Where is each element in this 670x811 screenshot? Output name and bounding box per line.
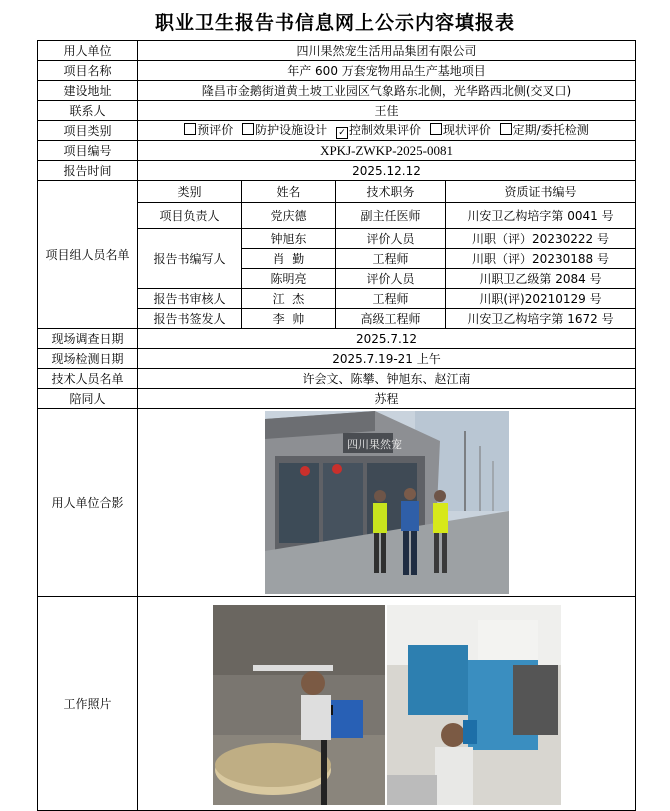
row-category bbox=[38, 121, 636, 141]
employer-value: 四川果然宠生活用品集团有限公司 bbox=[138, 41, 636, 61]
leader-cert: 川安卫乙构培字第 0041 号 bbox=[446, 203, 636, 229]
team-header-category: 类别 bbox=[138, 181, 242, 203]
report-date-value: 2025.12.12 bbox=[138, 161, 636, 181]
test-date-value: 2025.7.19-21 上午 bbox=[138, 349, 636, 369]
writer-cert: 川职（评）20230188 号 bbox=[446, 249, 636, 269]
contact-value: 王佳 bbox=[138, 101, 636, 121]
group-photo-label: 用人单位合影 bbox=[38, 409, 138, 597]
survey-date-label: 现场调查日期 bbox=[38, 329, 138, 349]
issuer-cert: 川安卫乙构培字第 1672 号 bbox=[446, 309, 636, 329]
tech-staff-value: 许会文、陈攀、钟旭东、赵江南 bbox=[138, 369, 636, 389]
writer-cert: 川职（评）20230222 号 bbox=[446, 229, 636, 249]
checkbox-checked-icon: ✓ bbox=[336, 127, 348, 139]
project-no-label: 项目编号 bbox=[38, 141, 138, 161]
row-escort bbox=[38, 389, 636, 409]
leader-role: 项目负责人 bbox=[138, 203, 242, 229]
team-header-cert: 资质证书编号 bbox=[446, 181, 636, 203]
checkbox-icon bbox=[500, 123, 512, 135]
test-date-label: 现场检测日期 bbox=[38, 349, 138, 369]
checkbox-icon bbox=[242, 123, 254, 135]
employer-label: 用人单位 bbox=[38, 41, 138, 61]
team-header-name: 姓名 bbox=[242, 181, 336, 203]
project-name-value: 年产 600 万套宠物用品生产基地项目 bbox=[138, 61, 636, 81]
row-tech-staff bbox=[38, 369, 636, 389]
escort-value: 苏程 bbox=[138, 389, 636, 409]
category-option-periodic-detection[interactable]: 定期/委托检测 bbox=[500, 123, 589, 137]
checkbox-icon bbox=[184, 123, 196, 135]
row-address bbox=[38, 81, 636, 101]
row-employer bbox=[38, 41, 636, 61]
category-option-protection-design[interactable]: 防护设施设计 bbox=[242, 123, 327, 137]
category-label: 项目类别 bbox=[38, 121, 138, 141]
row-report-date bbox=[38, 161, 636, 181]
row-project-name bbox=[38, 61, 636, 81]
team-label: 项目组人员名单 bbox=[38, 181, 138, 329]
row-test-date bbox=[38, 349, 636, 369]
writer-title: 评价人员 bbox=[336, 269, 446, 289]
group-photo-cell bbox=[138, 409, 636, 597]
row-work-photo bbox=[38, 597, 636, 811]
reviewer-cert: 川职(评)20210129 号 bbox=[446, 289, 636, 309]
row-contact bbox=[38, 101, 636, 121]
escort-label: 陪同人 bbox=[38, 389, 138, 409]
reviewer-role: 报告书审核人 bbox=[138, 289, 242, 309]
page-title: 职业卫生报告书信息网上公示内容填报表 bbox=[154, 12, 515, 34]
group-photo-image bbox=[265, 411, 509, 594]
writer-name: 钟旭东 bbox=[242, 229, 336, 249]
writer-title: 评价人员 bbox=[336, 229, 446, 249]
team-header-row bbox=[38, 181, 636, 203]
writer-name: 肖 勤 bbox=[242, 249, 336, 269]
work-photo-image bbox=[213, 605, 561, 805]
checkbox-icon bbox=[430, 123, 442, 135]
address-label: 建设地址 bbox=[38, 81, 138, 101]
survey-date-value: 2025.7.12 bbox=[138, 329, 636, 349]
issuer-role: 报告书签发人 bbox=[138, 309, 242, 329]
report-date-label: 报告时间 bbox=[38, 161, 138, 181]
writers-role: 报告书编写人 bbox=[138, 229, 242, 289]
row-project-no bbox=[38, 141, 636, 161]
leader-title: 副主任医师 bbox=[336, 203, 446, 229]
work-photo-cell bbox=[138, 597, 636, 811]
project-name-label: 项目名称 bbox=[38, 61, 138, 81]
project-no-value: XPKJ-ZWKP-2025-0081 bbox=[138, 141, 636, 161]
tech-staff-label: 技术人员名单 bbox=[38, 369, 138, 389]
issuer-title: 高级工程师 bbox=[336, 309, 446, 329]
category-options bbox=[138, 121, 636, 141]
writer-title: 工程师 bbox=[336, 249, 446, 269]
team-header-title: 技术职务 bbox=[336, 181, 446, 203]
writer-cert: 川职卫乙级第 2084 号 bbox=[446, 269, 636, 289]
disclosure-form-table bbox=[37, 40, 636, 811]
leader-name: 党庆德 bbox=[242, 203, 336, 229]
category-option-pre-evaluation[interactable]: 预评价 bbox=[184, 123, 233, 137]
address-value: 隆昌市金鹅街道黄土坡工业园区气象路东北侧，光华路西北侧(交叉口) bbox=[138, 81, 636, 101]
writer-name: 陈明亮 bbox=[242, 269, 336, 289]
row-survey-date bbox=[38, 329, 636, 349]
work-photo-label: 工作照片 bbox=[38, 597, 138, 811]
row-group-photo bbox=[38, 409, 636, 597]
category-option-control-effect[interactable]: ✓ 控制效果评价 bbox=[336, 123, 421, 137]
storefront-sign-text: 四川果然宠 bbox=[346, 438, 402, 451]
issuer-name: 李 帅 bbox=[242, 309, 336, 329]
reviewer-name: 江 杰 bbox=[242, 289, 336, 309]
reviewer-title: 工程师 bbox=[336, 289, 446, 309]
contact-label: 联系人 bbox=[38, 101, 138, 121]
category-option-status-evaluation[interactable]: 现状评价 bbox=[430, 123, 491, 137]
